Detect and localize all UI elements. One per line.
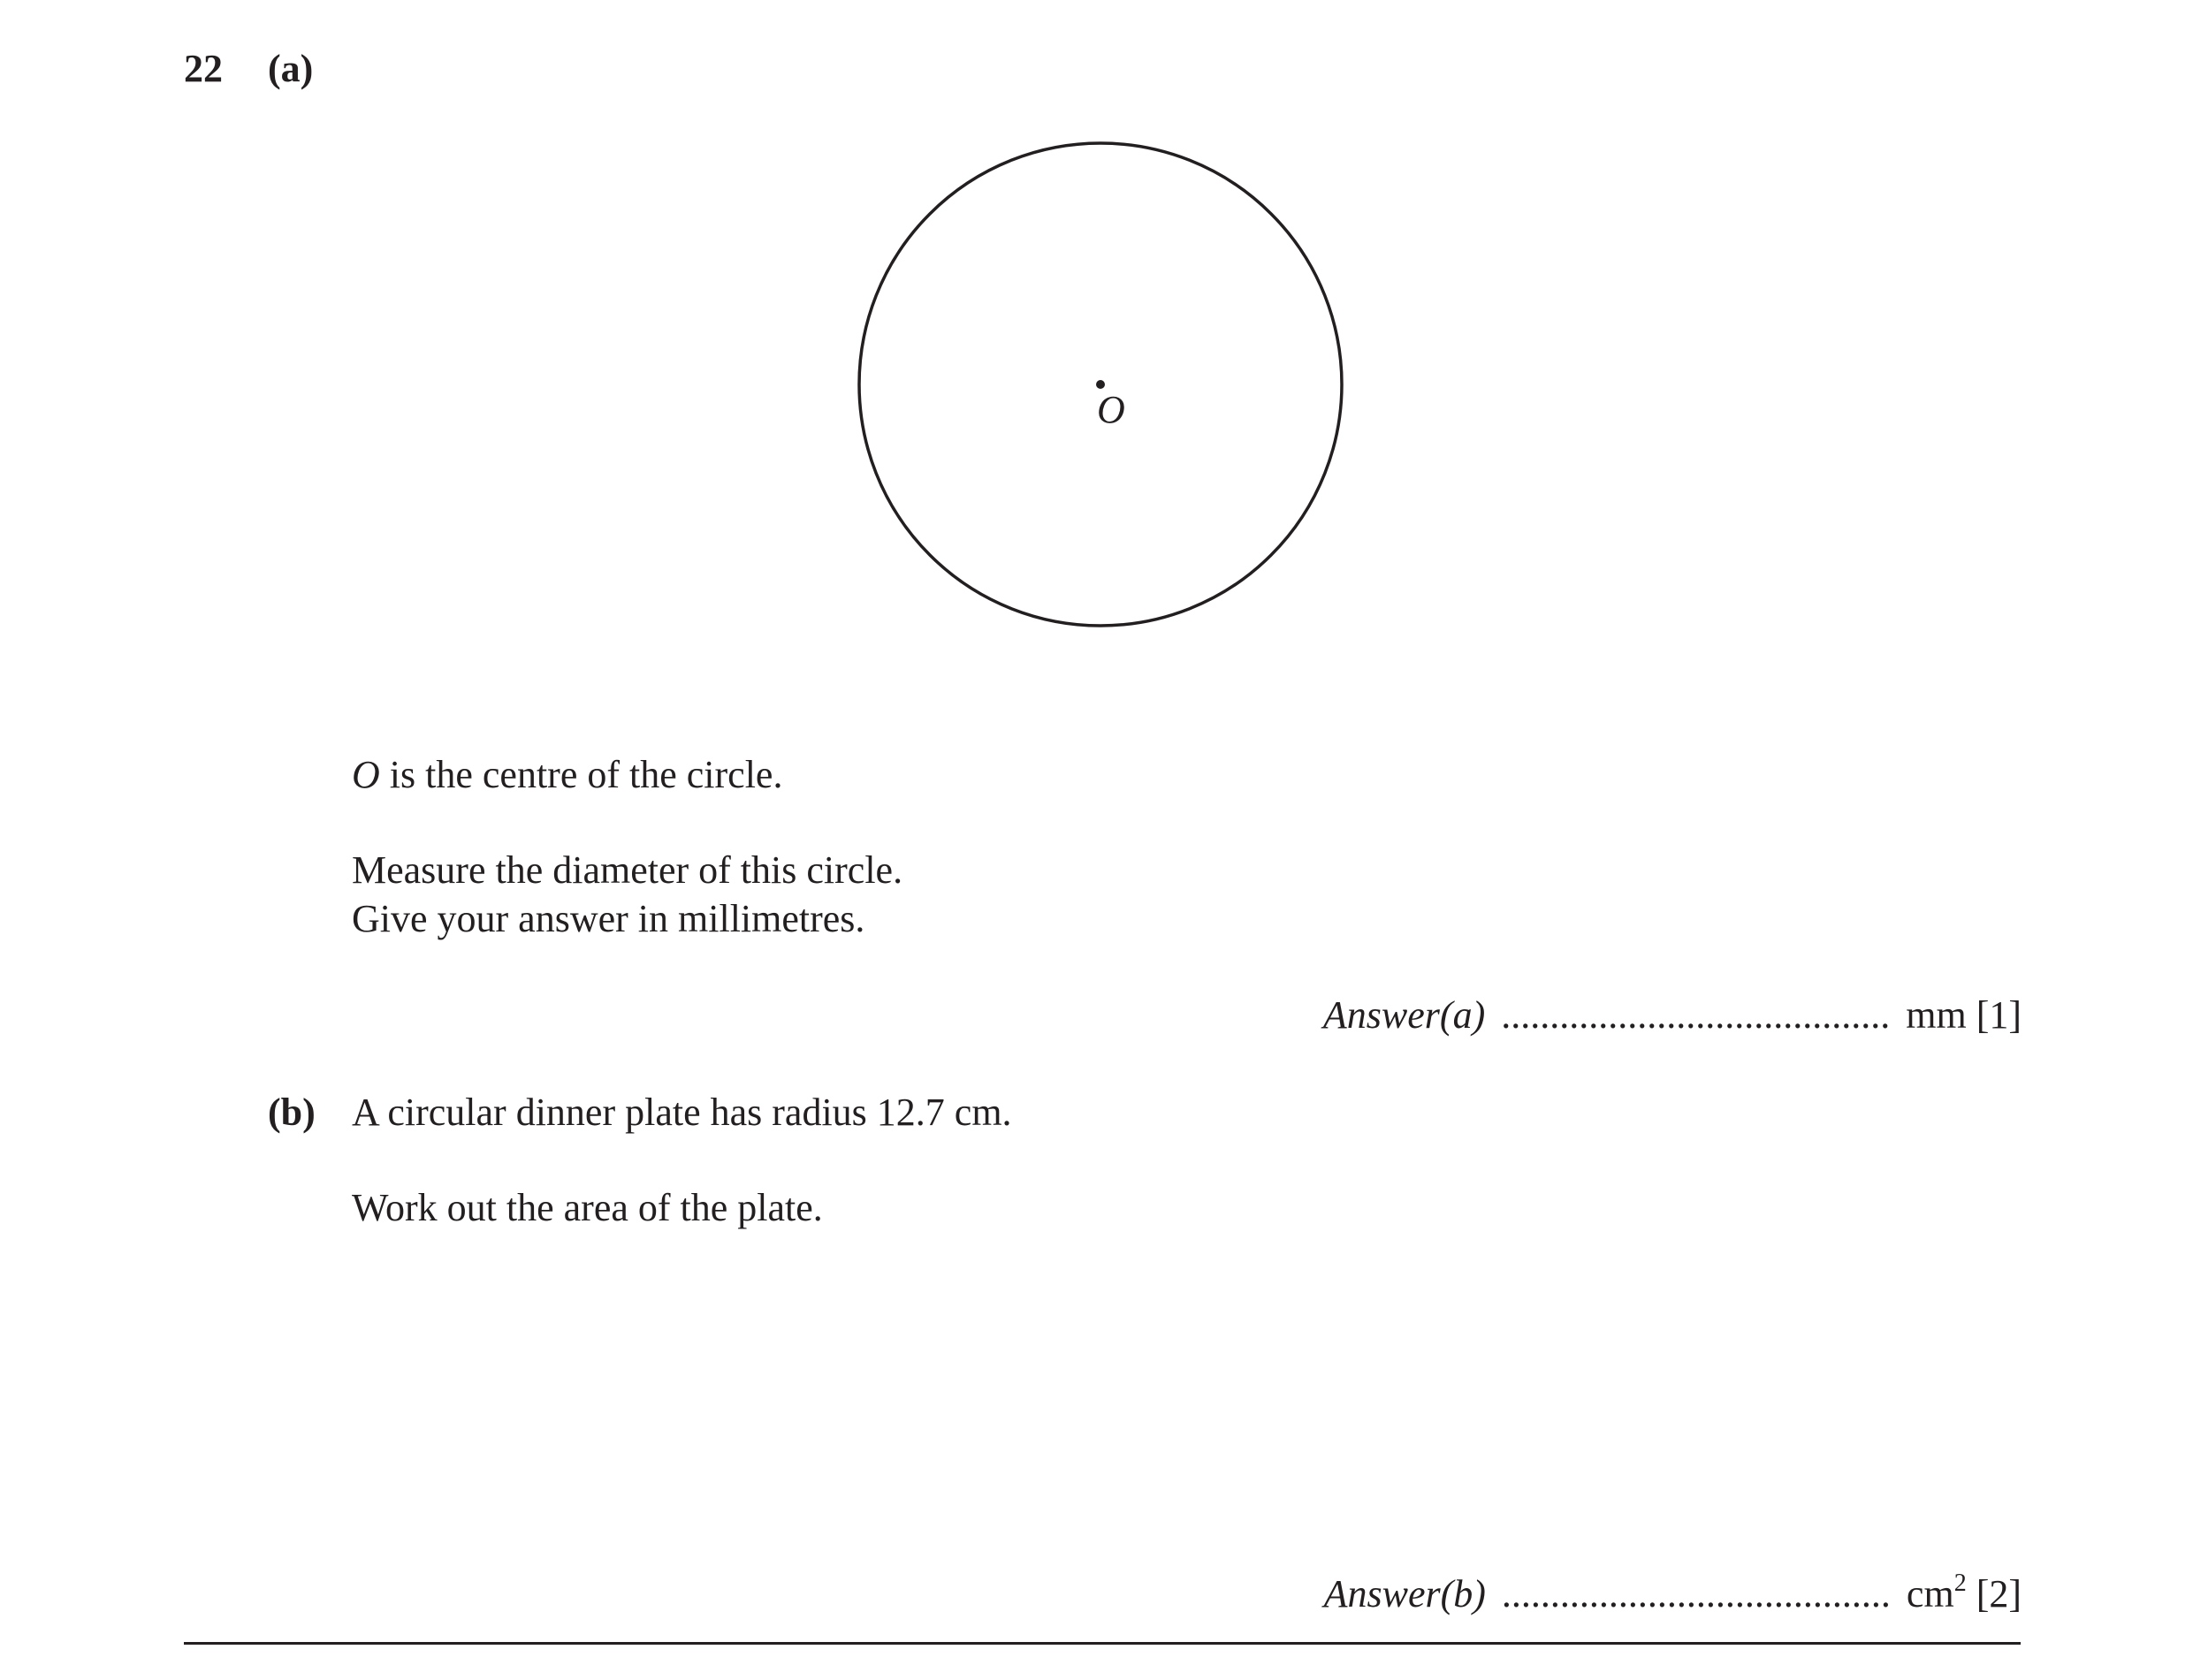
plate-statement: A circular dinner plate has radius 12.7 cm. bbox=[352, 1091, 1012, 1134]
centre-statement bbox=[352, 753, 783, 796]
instruction-measure: Measure the diameter of this circle. bbox=[352, 848, 903, 892]
instruction-area: Work out the area of the plate. bbox=[352, 1186, 823, 1229]
answer-a-row bbox=[1322, 993, 2022, 1037]
answer-a-field[interactable]: ........................................ bbox=[1501, 993, 1891, 1037]
centre-statement-text: is the centre of the circle. bbox=[379, 753, 783, 796]
instruction-units: Give your answer in millimetres. bbox=[352, 897, 865, 940]
answer-a-unit: mm bbox=[1906, 993, 1967, 1037]
part-b-label: (b) bbox=[268, 1091, 316, 1134]
answer-b-label: Answer(b) bbox=[1323, 1572, 1486, 1615]
question-number: 22 bbox=[184, 47, 223, 90]
centre-variable: O bbox=[352, 753, 380, 796]
bottom-rule bbox=[184, 1642, 2021, 1645]
answer-b-field[interactable]: ........................................ bbox=[1501, 1572, 1891, 1615]
answer-b-unit-exponent: 2 bbox=[1953, 1570, 1967, 1597]
part-a-label: (a) bbox=[268, 47, 314, 90]
centre-label: O bbox=[1097, 388, 1125, 431]
answer-a-label: Answer(a) bbox=[1322, 993, 1486, 1037]
answer-b-marks: [2] bbox=[1976, 1572, 2022, 1615]
circle-diagram bbox=[849, 133, 1352, 636]
answer-b-row bbox=[1323, 1570, 2022, 1615]
answer-a-marks: [1] bbox=[1976, 993, 2022, 1037]
answer-b-unit: $cm^2$ bbox=[1906, 1570, 1967, 1615]
